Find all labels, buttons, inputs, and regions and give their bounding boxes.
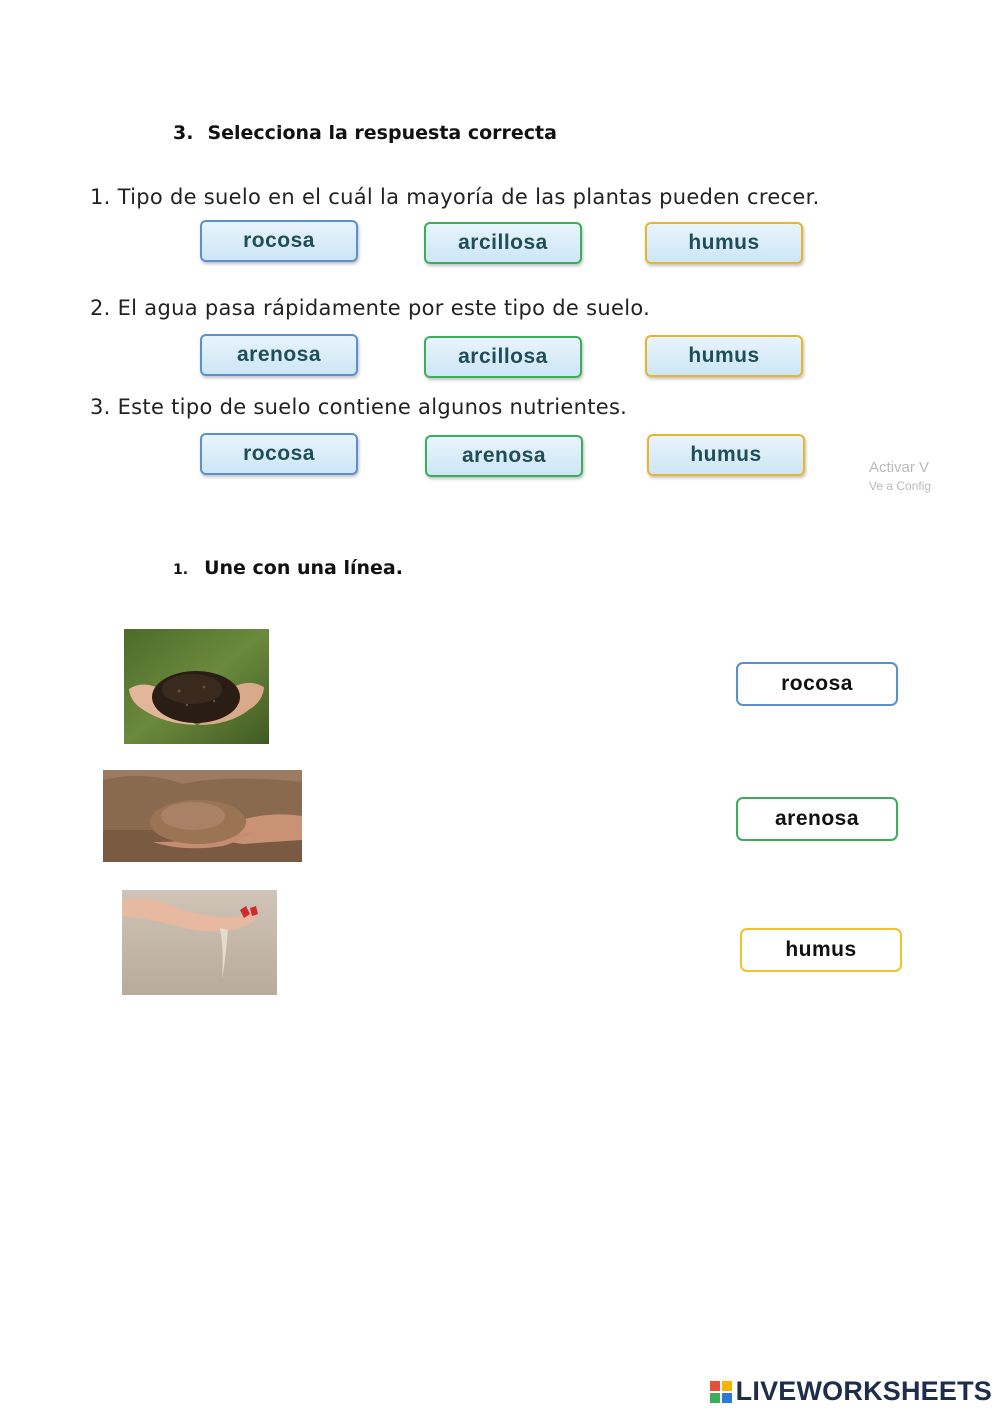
q1-option-1-button[interactable]: rocosa <box>200 220 358 262</box>
section-b-heading <box>173 557 403 579</box>
watermark-line-1: Activar V <box>869 459 930 476</box>
humus-soil-photo <box>124 629 269 744</box>
question-2-text: 2. El agua pasa rápidamente por este tipo de suelo. <box>90 296 651 320</box>
liveworksheets-logo-text: LIVEWORKSHEETS <box>735 1376 992 1406</box>
clay-soil-photo <box>103 770 302 862</box>
liveworksheets-logo-icon <box>710 1381 732 1403</box>
q1-option-2-button[interactable]: arcillosa <box>424 222 582 264</box>
q2-option-1-button[interactable]: arenosa <box>200 334 358 376</box>
section-a-title: Selecciona la respuesta correcta <box>207 122 557 144</box>
question-3-text: 3. Este tipo de suelo contiene algunos nutrientes. <box>90 395 628 419</box>
match-target-humus[interactable]: humus <box>740 928 902 972</box>
match-target-arenosa[interactable]: arenosa <box>736 797 898 841</box>
section-a-heading <box>173 122 557 144</box>
match-target-rocosa[interactable]: rocosa <box>736 662 898 706</box>
liveworksheets-logo <box>710 1376 992 1407</box>
q3-option-3-button[interactable]: humus <box>647 434 805 476</box>
q1-option-3-button[interactable]: humus <box>645 222 803 264</box>
watermark-line-2: Ve a Config <box>869 479 932 493</box>
q3-option-2-button[interactable]: arenosa <box>425 435 583 477</box>
q2-option-3-button[interactable]: humus <box>645 335 803 377</box>
sandy-soil-photo <box>122 890 277 995</box>
section-b-number: 1. <box>173 562 189 578</box>
section-a-number: 3. <box>173 122 194 144</box>
question-1-text: 1. Tipo de suelo en el cuál la mayoría de las plantas pueden crecer. <box>90 185 820 209</box>
section-b-title: Une con una línea. <box>204 557 403 579</box>
q2-option-2-button[interactable]: arcillosa <box>424 336 582 378</box>
q3-option-1-button[interactable]: rocosa <box>200 433 358 475</box>
